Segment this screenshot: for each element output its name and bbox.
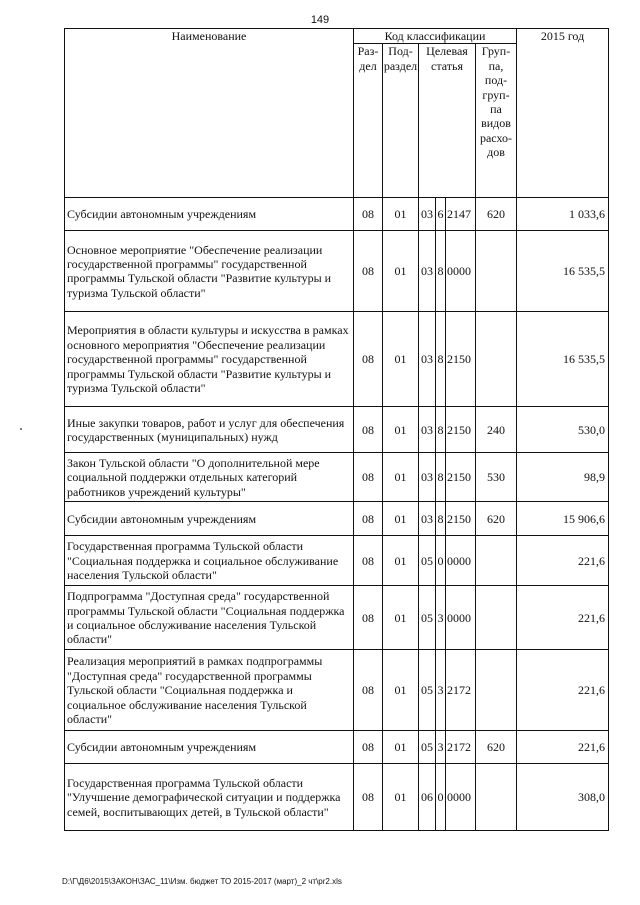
row-target-subprogram: 0 — [436, 764, 446, 831]
row-expense-type: 240 — [476, 407, 517, 453]
table-row — [65, 536, 609, 586]
row-expense-type — [476, 312, 517, 407]
row-subsection: 01 — [383, 231, 419, 312]
header-expense-group: Груп- па, под- груп- па видов расхо- дов — [476, 44, 517, 198]
row-target-program: 05 — [419, 586, 436, 650]
row-target-subprogram: 0 — [436, 536, 446, 586]
row-subsection: 01 — [383, 731, 419, 764]
row-target-direction: 0000 — [446, 586, 476, 650]
row-section: 08 — [354, 312, 383, 407]
table-row — [65, 586, 609, 650]
row-subsection: 01 — [383, 502, 419, 536]
row-expense-type: 620 — [476, 731, 517, 764]
row-subsection: 01 — [383, 453, 419, 502]
header-year: 2015 год — [517, 29, 609, 198]
row-amount: 221,6 — [517, 650, 609, 731]
row-target-direction: 2147 — [446, 198, 476, 231]
row-section: 08 — [354, 453, 383, 502]
row-expense-type: 530 — [476, 453, 517, 502]
row-expense-type: 620 — [476, 502, 517, 536]
row-subsection: 01 — [383, 764, 419, 831]
row-target-program: 06 — [419, 764, 436, 831]
table-row — [65, 731, 609, 764]
row-name: Иные закупки товаров, работ и услуг для обеспечения государственных (муниципальных) нужд — [65, 407, 354, 453]
header-section: Раз- дел — [354, 44, 383, 198]
row-target-direction: 0000 — [446, 231, 476, 312]
row-expense-type — [476, 536, 517, 586]
row-section: 08 — [354, 198, 383, 231]
page-number: 149 — [310, 14, 330, 26]
row-amount: 16 535,5 — [517, 312, 609, 407]
row-target-program: 05 — [419, 650, 436, 731]
row-section: 08 — [354, 650, 383, 731]
row-name: Субсидии автономным учреждениям — [65, 731, 354, 764]
row-target-subprogram: 6 — [436, 198, 446, 231]
row-target-subprogram: 8 — [436, 407, 446, 453]
table-row — [65, 312, 609, 407]
row-amount: 15 906,6 — [517, 502, 609, 536]
budget-table — [64, 28, 609, 831]
row-amount: 1 033,6 — [517, 198, 609, 231]
row-amount: 530,0 — [517, 407, 609, 453]
file-path-footer: D:\Г\Д6\2015\ЗАКОН\ЗАС_11\Изм. бюджет ТО 2015-2017 (март)_2 чт\pr2.xls — [62, 877, 342, 886]
header-classification-code: Код классификации — [354, 29, 517, 44]
row-target-direction: 2172 — [446, 731, 476, 764]
row-section: 08 — [354, 502, 383, 536]
row-target-program: 05 — [419, 731, 436, 764]
row-name: Основное мероприятие "Обеспечение реализации государственной программы" государственной программы Тульской области "Развитие культуры и туризма Тульской области" — [65, 231, 354, 312]
row-target-program: 03 — [419, 502, 436, 536]
scan-speck — [20, 428, 22, 430]
row-target-subprogram: 8 — [436, 502, 446, 536]
row-target-program: 05 — [419, 536, 436, 586]
row-target-subprogram: 8 — [436, 453, 446, 502]
row-section: 08 — [354, 731, 383, 764]
row-subsection: 01 — [383, 312, 419, 407]
row-target-direction: 2150 — [446, 502, 476, 536]
row-target-direction: 2150 — [446, 453, 476, 502]
row-target-subprogram: 3 — [436, 586, 446, 650]
table-row — [65, 453, 609, 502]
row-expense-type — [476, 231, 517, 312]
row-name: Субсидии автономным учреждениям — [65, 502, 354, 536]
row-subsection: 01 — [383, 536, 419, 586]
row-subsection: 01 — [383, 407, 419, 453]
row-target-subprogram: 3 — [436, 650, 446, 731]
row-section: 08 — [354, 407, 383, 453]
row-target-program: 03 — [419, 312, 436, 407]
row-target-subprogram: 8 — [436, 312, 446, 407]
table-row — [65, 407, 609, 453]
row-amount: 221,6 — [517, 536, 609, 586]
row-target-subprogram: 3 — [436, 731, 446, 764]
row-target-program: 03 — [419, 453, 436, 502]
table-row — [65, 198, 609, 231]
row-subsection: 01 — [383, 586, 419, 650]
row-section: 08 — [354, 536, 383, 586]
row-name: Государственная программа Тульской области "Социальная поддержка и социальное обслуживание населения Тульской области" — [65, 536, 354, 586]
row-target-subprogram: 8 — [436, 231, 446, 312]
row-section: 08 — [354, 586, 383, 650]
row-target-direction: 2150 — [446, 407, 476, 453]
table-header — [65, 29, 609, 198]
row-expense-type — [476, 650, 517, 731]
row-target-direction: 0000 — [446, 764, 476, 831]
table-row — [65, 502, 609, 536]
row-expense-type — [476, 764, 517, 831]
header-target-article: Целевая статья — [419, 44, 476, 198]
row-name: Государственная программа Тульской области "Улучшение демографической ситуации и поддержка семей, воспитывающих детей, в Тульской области" — [65, 764, 354, 831]
row-amount: 16 535,5 — [517, 231, 609, 312]
table-row — [65, 650, 609, 731]
table-row — [65, 764, 609, 831]
row-amount: 98,9 — [517, 453, 609, 502]
header-subsection: Под- раздел — [383, 44, 419, 198]
row-amount: 221,6 — [517, 731, 609, 764]
row-name: Закон Тульской области "О дополнительной мере социальной поддержки отдельных категорий работников учреждений культуры" — [65, 453, 354, 502]
row-target-program: 03 — [419, 407, 436, 453]
row-section: 08 — [354, 231, 383, 312]
row-target-direction: 2150 — [446, 312, 476, 407]
row-subsection: 01 — [383, 650, 419, 731]
row-target-program: 03 — [419, 231, 436, 312]
table-body — [65, 198, 609, 831]
row-target-direction: 2172 — [446, 650, 476, 731]
row-expense-type — [476, 586, 517, 650]
row-name: Субсидии автономным учреждениям — [65, 198, 354, 231]
row-subsection: 01 — [383, 198, 419, 231]
row-expense-type: 620 — [476, 198, 517, 231]
row-target-program: 03 — [419, 198, 436, 231]
row-name: Реализация мероприятий в рамках подпрограммы "Доступная среда" государственной программы Тульской области "Социальная поддержка и социальное обслуживание населения Тульской области" — [65, 650, 354, 731]
row-name: Мероприятия в области культуры и искусства в рамках основного мероприятия "Обеспечение реализации государственной программы" государственной программы Тульской области "Развитие культуры и туризма Тульской области" — [65, 312, 354, 407]
row-amount: 221,6 — [517, 586, 609, 650]
table-row — [65, 231, 609, 312]
row-amount: 308,0 — [517, 764, 609, 831]
row-section: 08 — [354, 764, 383, 831]
row-name: Подпрограмма "Доступная среда" государственной программы Тульской области "Социальная поддержка и социальное обслуживание населения Тульской области" — [65, 586, 354, 650]
header-name: Наименование — [65, 29, 354, 198]
row-target-direction: 0000 — [446, 536, 476, 586]
